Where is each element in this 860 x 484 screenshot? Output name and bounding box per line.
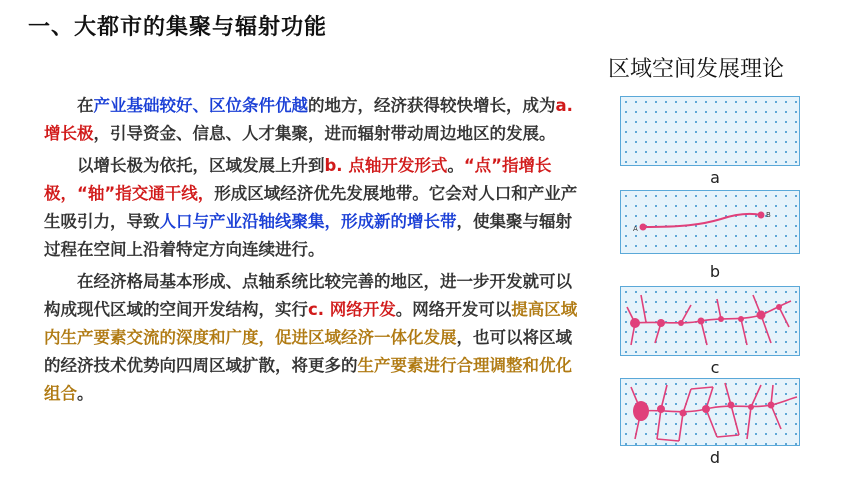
text-run: c. 网络开发 bbox=[308, 300, 396, 319]
text-run: 在 bbox=[77, 96, 94, 115]
text-run: ，也可以将区域的经济技术优势向四周区域扩散，将更多的 bbox=[44, 328, 572, 375]
point-axis-system-diagram bbox=[621, 287, 799, 355]
panel-label-a: a bbox=[710, 168, 720, 187]
diagram-panel-a bbox=[620, 96, 800, 166]
text-run: 的地方，经济获得较快增长，成为 bbox=[308, 96, 556, 115]
diagram-panel-c bbox=[620, 286, 800, 356]
text-run: ，引导资金、信息、人才集聚，进而辐射带动周边地区的发展。 bbox=[93, 124, 556, 143]
diagram-panel-b bbox=[620, 190, 800, 254]
text-run: 人口与产业沿轴线聚集，形成新的增长带 bbox=[159, 212, 457, 231]
text-run: 。 bbox=[447, 156, 464, 175]
text-run: “点”指增长极，“轴”指交通干线， bbox=[44, 156, 552, 203]
text-run: ，使集聚与辐射过程在空间上沿着特定方向连续进行。 bbox=[44, 212, 572, 259]
text-run: 。网络开发可以 bbox=[395, 300, 512, 319]
paragraph-growth-pole bbox=[44, 92, 584, 148]
body-text bbox=[44, 92, 584, 412]
paragraph-network bbox=[44, 268, 584, 408]
network-diagram bbox=[621, 379, 799, 445]
text-run: 提高区域内生产要素交流的深度和广度，促进区域经济一体化发展 bbox=[44, 300, 578, 347]
point-label: A bbox=[633, 225, 638, 233]
panel-label-d: d bbox=[709, 448, 721, 467]
paragraph-point-axis bbox=[44, 152, 584, 264]
panel-label-c: c bbox=[710, 358, 720, 377]
diagram-panel-d bbox=[620, 378, 800, 446]
point-label: B bbox=[766, 211, 771, 219]
text-run: 产业基础较好、区位条件优越 bbox=[93, 96, 308, 115]
figure-title: 区域空间发展理论 bbox=[608, 57, 785, 82]
text-run: 。 bbox=[77, 384, 94, 403]
text-run: 以增长极为依托，区域发展上升到 bbox=[77, 156, 325, 175]
text-run: 形成区域经济优先发展地带。它会对人口和产业产生吸引力，导致 bbox=[44, 184, 578, 231]
panel-label-b: b bbox=[709, 262, 721, 281]
text-run: 在经济格局基本形成、点轴系统比较完善的地区，进一步开发就可以构成现代区域的空间开发结构，实行 bbox=[44, 272, 572, 319]
text-run: b. 点轴开发形式 bbox=[324, 156, 448, 175]
text-run: a. 增长极 bbox=[44, 96, 573, 143]
text-run: 生产要素进行合理调整和优化组合 bbox=[44, 356, 572, 403]
point-axis-diagram bbox=[621, 191, 799, 253]
section-heading: 一、大都市的集聚与辐射功能 bbox=[28, 15, 328, 40]
